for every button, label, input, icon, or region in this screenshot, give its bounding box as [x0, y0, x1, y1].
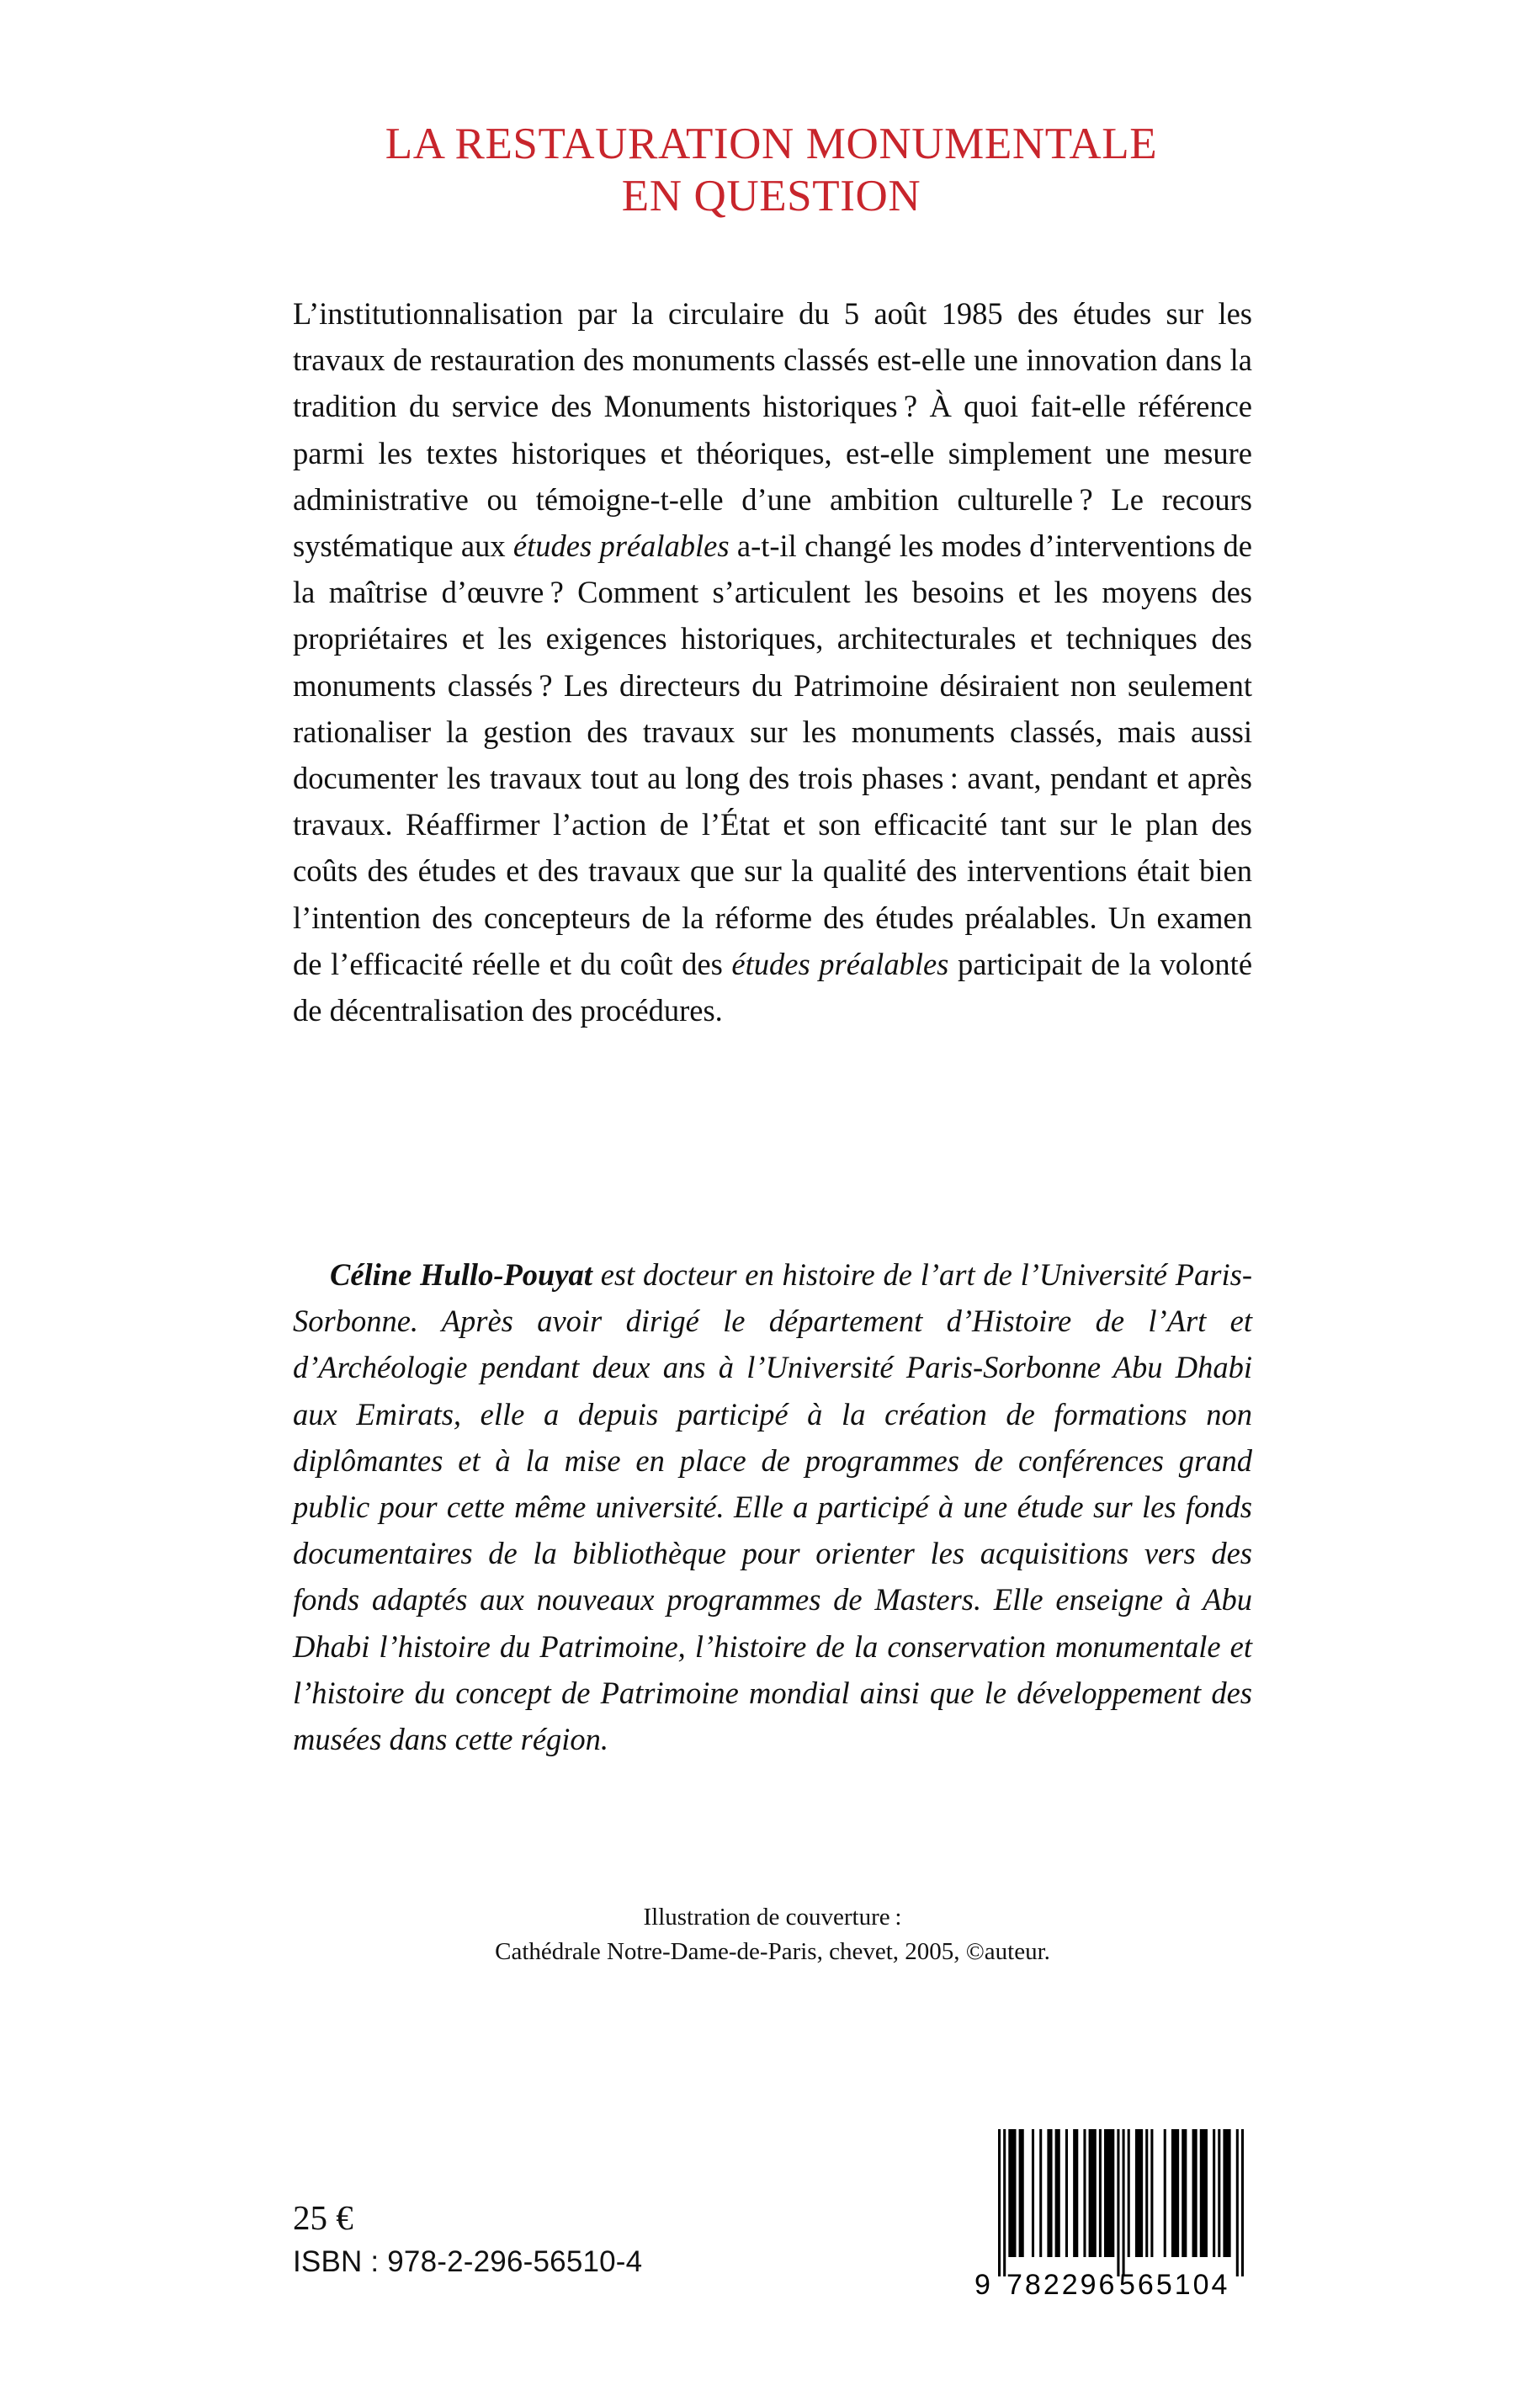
author-name: Céline Hullo-Pouyat: [330, 1257, 592, 1292]
summary-text-2: a-t-il changé les modes d’interventions de la maîtrise d’œuvre ? Comment s’articulent les besoins et les moyens des propriétaires et les exigences historiques, architecturales et techniques des monuments classés ? Les directeurs du Patrimoine désiraient non seulement rationaliser la gestion des travaux sur les monuments classés, mais aussi documenter les travaux tout au long des trois phases : avant, pendant et après travaux. Réaffirmer l’action de l’État et son efficacité tant sur le plan des coûts des études et des travaux que sur la qualité des interventions était bien l’intention des concepteurs de la réforme des études préalables. Un examen de l’efficacité réelle et du coût des: [293, 529, 1252, 981]
summary-paragraph: [293, 290, 1252, 1033]
price-label: 25 €: [293, 2198, 353, 2237]
summary-text-1: L’institutionnalisation par la circulaire du 5 août 1985 des études sur les travaux de restauration des monuments classés est-elle une innovation dans la tradition du service des Monuments historiques ? À quoi fait-elle référence parmi les textes historiques et théoriques, est-elle simplement une mesure administrative ou témoigne-t-elle d’une ambition culturelle ? Le recours systématique aux: [293, 296, 1252, 564]
publication-info: [293, 2196, 642, 2282]
summary-emphasis-1: études préalables: [512, 529, 730, 564]
cover-credit: [293, 1900, 1252, 1969]
barcode-svg: [966, 2127, 1254, 2301]
summary-section: [293, 290, 1252, 1033]
author-bio-section: [293, 1251, 1252, 1762]
cover-credit-line-1: Illustration de couverture :: [643, 1904, 902, 1931]
barcode-first-digit: 9: [974, 2269, 990, 2301]
title-line-1: LA RESTAURATION MONUMENTALE: [385, 120, 1158, 168]
author-bio-text: est docteur en histoire de l’art de l’Université Paris-Sorbonne. Après avoir dirigé le département d’Histoire de l’Art et d’Archéologie pendant deux ans à l’Université Paris-Sorbonne Abu Dhabi aux Emirats, elle a depuis participé à la création de formations non diplômantes et à la mise en place de programmes de conférences grand public pour cette même université. Elle a participé à une étude sur les fonds documentaires de la bibliothèque pour orienter les acquisitions vers des fonds adaptés aux nouveaux programmes de Masters. Elle enseigne à Abu Dhabi l’histoire du Patrimoine, l’histoire de la conservation monumentale et l’histoire du concept de Patrimoine mondial ainsi que le développement des musées dans cette région.: [293, 1257, 1252, 1757]
cover-credit-line-2: Cathédrale Notre-Dame-de-Paris, chevet, 2005, ©auteur.: [495, 1938, 1050, 1965]
summary-emphasis-2: études préalables: [731, 946, 949, 981]
page-title: [293, 118, 1250, 222]
barcode-left-group: 782296: [1006, 2269, 1118, 2301]
title-line-2: EN QUESTION: [621, 172, 921, 220]
barcode-right-group: 565104: [1119, 2269, 1230, 2301]
isbn-label: ISBN : 978-2-296-56510-4: [293, 2245, 643, 2278]
summary-text-3: participait de la volonté de décentralisation des procédures.: [293, 946, 1253, 1028]
barcode: [966, 2127, 1254, 2301]
author-bio-paragraph: [293, 1251, 1252, 1762]
